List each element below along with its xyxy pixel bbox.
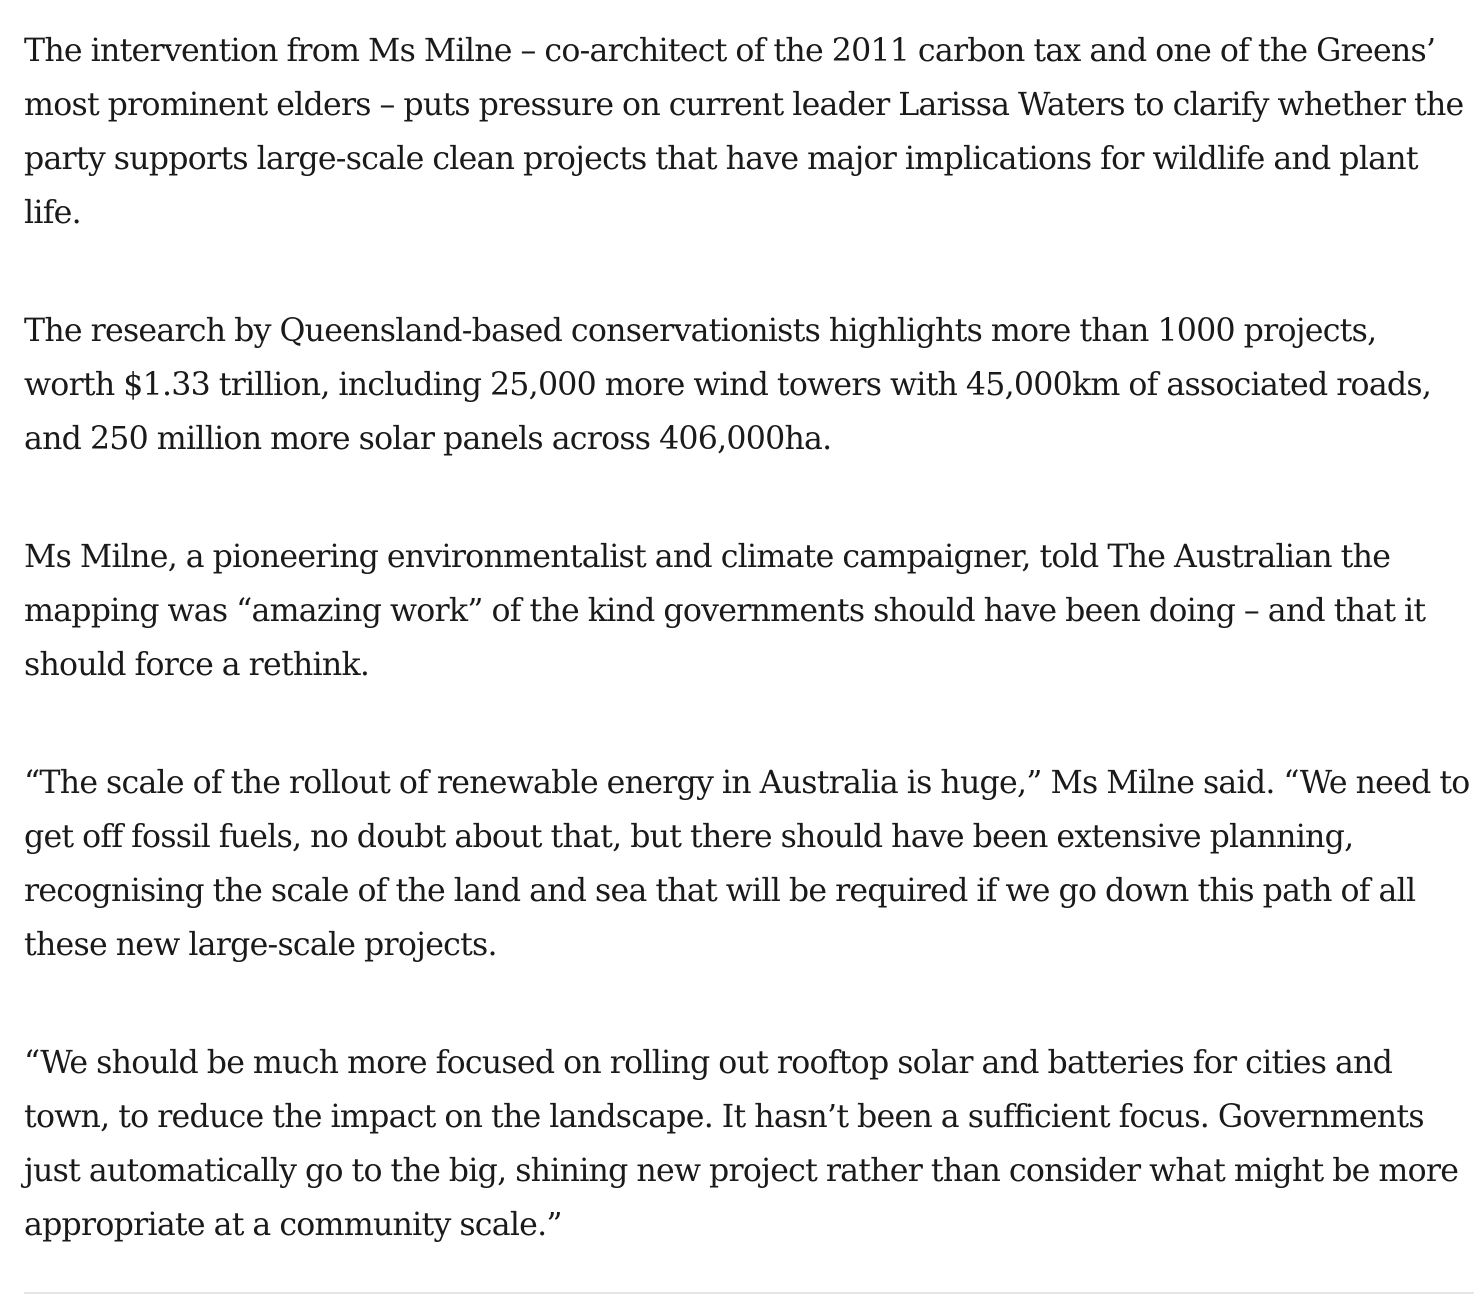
article-paragraph-5: “We should be much more focused on rolling out rooftop solar and batteries for cities and town, to reduce the impact on the landscape. It hasn’t been a sufficient focus. Governments just automatically go to the big, shining new project rather than consider what might be more appropriate at a community scale.” (24, 1045, 1459, 1243)
article-body (24, 24, 1474, 1252)
article-paragraph-2: The research by Queensland-based conservationists highlights more than 1000 projects, worth $1.33 trillion, including 25,000 more wind towers with 45,000km of associated roads, and 250 million more solar panels across 406,000ha. (24, 313, 1432, 457)
section-divider (24, 1292, 1474, 1294)
article-paragraph-3: Ms Milne, a pioneering environmentalist and climate campaigner, told The Australian the mapping was “amazing work” of the kind governments should have been doing – and that it should force a rethink. (24, 539, 1426, 683)
article-paragraph-4: “The scale of the rollout of renewable energy in Australia is huge,” Ms Milne said. “We need to get off fossil fuels, no doubt about that, but there should have been extensive planning, recognising the scale of the land and sea that will be required if we go down this path of all these new large-scale projects. (24, 765, 1470, 963)
article-paragraph-1: The intervention from Ms Milne – co-architect of the 2011 carbon tax and one of the Greens’ most prominent elders – puts pressure on current leader Larissa Waters to clarify whether the party supports large-scale clean projects that have major implications for wildlife and plant life. (24, 33, 1464, 231)
